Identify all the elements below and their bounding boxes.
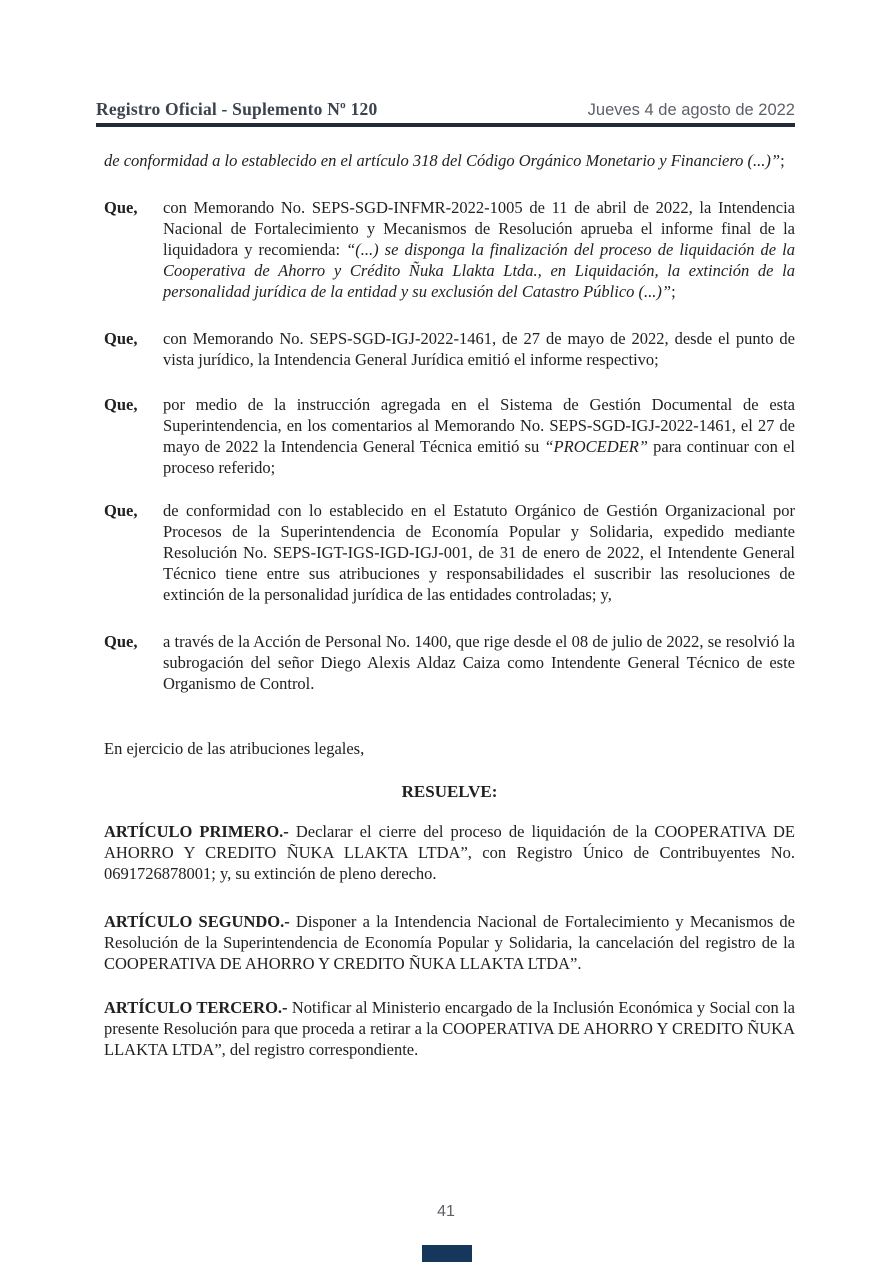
article-paragraph: [104, 911, 795, 974]
que-paragraph-body: [163, 394, 795, 478]
text-segment: de conformidad a lo establecido en el artículo 318 del Código Orgánico Monetario y Financiero (...)”: [104, 151, 781, 170]
text-segment: a través de la Acción de Personal No. 1400, que rige desde el 08 de julio de 2022, se resolvió la subrogación del señor Diego Alexis Aldaz Caiza como Intendente General Técnico de este Organismo de Control.: [163, 632, 795, 693]
text-segment: Declarar el cierre del proceso de liquidación de la COOPERATIVA DE AHORRO Y CREDITO ÑUKA LLAKTA LTDA”, con Registro Único de Contribuyentes No. 0691726878001; y, su extinción de pleno derecho.: [104, 822, 795, 883]
intro-paragraph: [104, 150, 795, 171]
que-label: Que,: [104, 395, 138, 414]
document-body: [104, 150, 795, 1060]
que-label: Que,: [104, 501, 138, 520]
header-divider: [96, 123, 795, 127]
page-header: [96, 99, 795, 120]
articles-section: [104, 821, 795, 1060]
que-paragraph: [104, 328, 795, 370]
text-segment: ARTÍCULO PRIMERO.-: [104, 822, 289, 841]
que-paragraph: [104, 197, 795, 302]
text-segment: de conformidad con lo establecido en el Estatuto Orgánico de Gestión Organizacional por Procesos de la Superintendencia de Economía Popular y Solidaria, expedido mediante Resolución No. SEPS-IGT-IGS-IGD-IGJ-001, de 31 de enero de 2022, el Intendente General Técnico tiene entre sus atribuciones y responsabilidades el suscribir las resoluciones de extinción de la personalidad jurídica de las entidades controladas; y,: [163, 501, 795, 604]
text-segment: con Memorando No. SEPS-SGD-INFMR-2022-1005 de 11 de abril de 2022, la Intendencia Nacional de Fortalecimiento y Mecanismos de Resolución aprueba el informe final de la liquidadora y recomienda:: [163, 198, 795, 259]
text-segment: “(...) se disponga la finalización del proceso de liquidación de la Cooperativa de Ahorro y Crédito Ñuka Llakta Ltda., en Liquidación, la extinción de la personalidad jurídica de la entidad y su exclusión del Catastro Público (...)”: [163, 240, 796, 301]
closing-line: En ejercicio de las atribuciones legales,: [104, 739, 365, 758]
que-label: Que,: [104, 329, 138, 348]
footer-accent-bar: [422, 1245, 472, 1262]
text-segment: “PROCEDER”: [544, 437, 648, 456]
que-paragraph-body: [163, 631, 795, 694]
que-label: Que,: [104, 632, 138, 651]
que-paragraph-body: [163, 197, 795, 302]
text-segment: ;: [780, 151, 785, 170]
text-segment: Disponer a la Intendencia Nacional de Fortalecimiento y Mecanismos de Resolución de la Superintendencia de Economía Popular y Solidaria, la cancelación del registro de la COOPERATIVA DE AHORRO Y CREDITO ÑUKA LLAKTA LTDA”.: [104, 912, 795, 973]
text-segment: Notificar al Ministerio encargado de la Inclusión Económica y Social con la presente Resolución para que proceda a retirar a la COOPERATIVA DE AHORRO Y CREDITO ÑUKA LLAKTA LTDA”, del registro correspondiente.: [104, 998, 795, 1059]
text-segment: ;: [671, 282, 676, 301]
article-paragraph: [104, 821, 795, 884]
que-paragraph-body: [163, 500, 795, 605]
que-paragraph: [104, 394, 795, 478]
text-segment: por medio de la instrucción agregada en el Sistema de Gestión Documental de esta Superintendencia, en los comentarios al Memorando No. SEPS-SGD-IGJ-2022-1461, el 27 de mayo de 2022 la Intendencia General Técnica emitió su: [163, 395, 795, 456]
resuelve-heading: RESUELVE:: [401, 782, 498, 801]
que-label: Que,: [104, 198, 138, 217]
page-number: 41: [437, 1203, 455, 1220]
text-segment: para continuar con el proceso referido;: [163, 437, 795, 477]
text-segment: ARTÍCULO SEGUNDO.-: [104, 912, 290, 931]
header-publication-title: Registro Oficial - Suplemento Nº 120: [96, 99, 378, 119]
article-paragraph: [104, 997, 795, 1060]
que-paragraph-body: [163, 328, 795, 370]
text-segment: ARTÍCULO TERCERO.-: [104, 998, 288, 1017]
que-paragraph: [104, 631, 795, 694]
que-paragraph: [104, 500, 795, 605]
que-section: [104, 197, 795, 694]
header-date: Jueves 4 de agosto de 2022: [587, 101, 795, 119]
text-segment: con Memorando No. SEPS-SGD-IGJ-2022-1461, de 27 de mayo de 2022, desde el punto de vista jurídico, la Intendencia General Jurídica emitió el informe respectivo;: [163, 329, 795, 369]
